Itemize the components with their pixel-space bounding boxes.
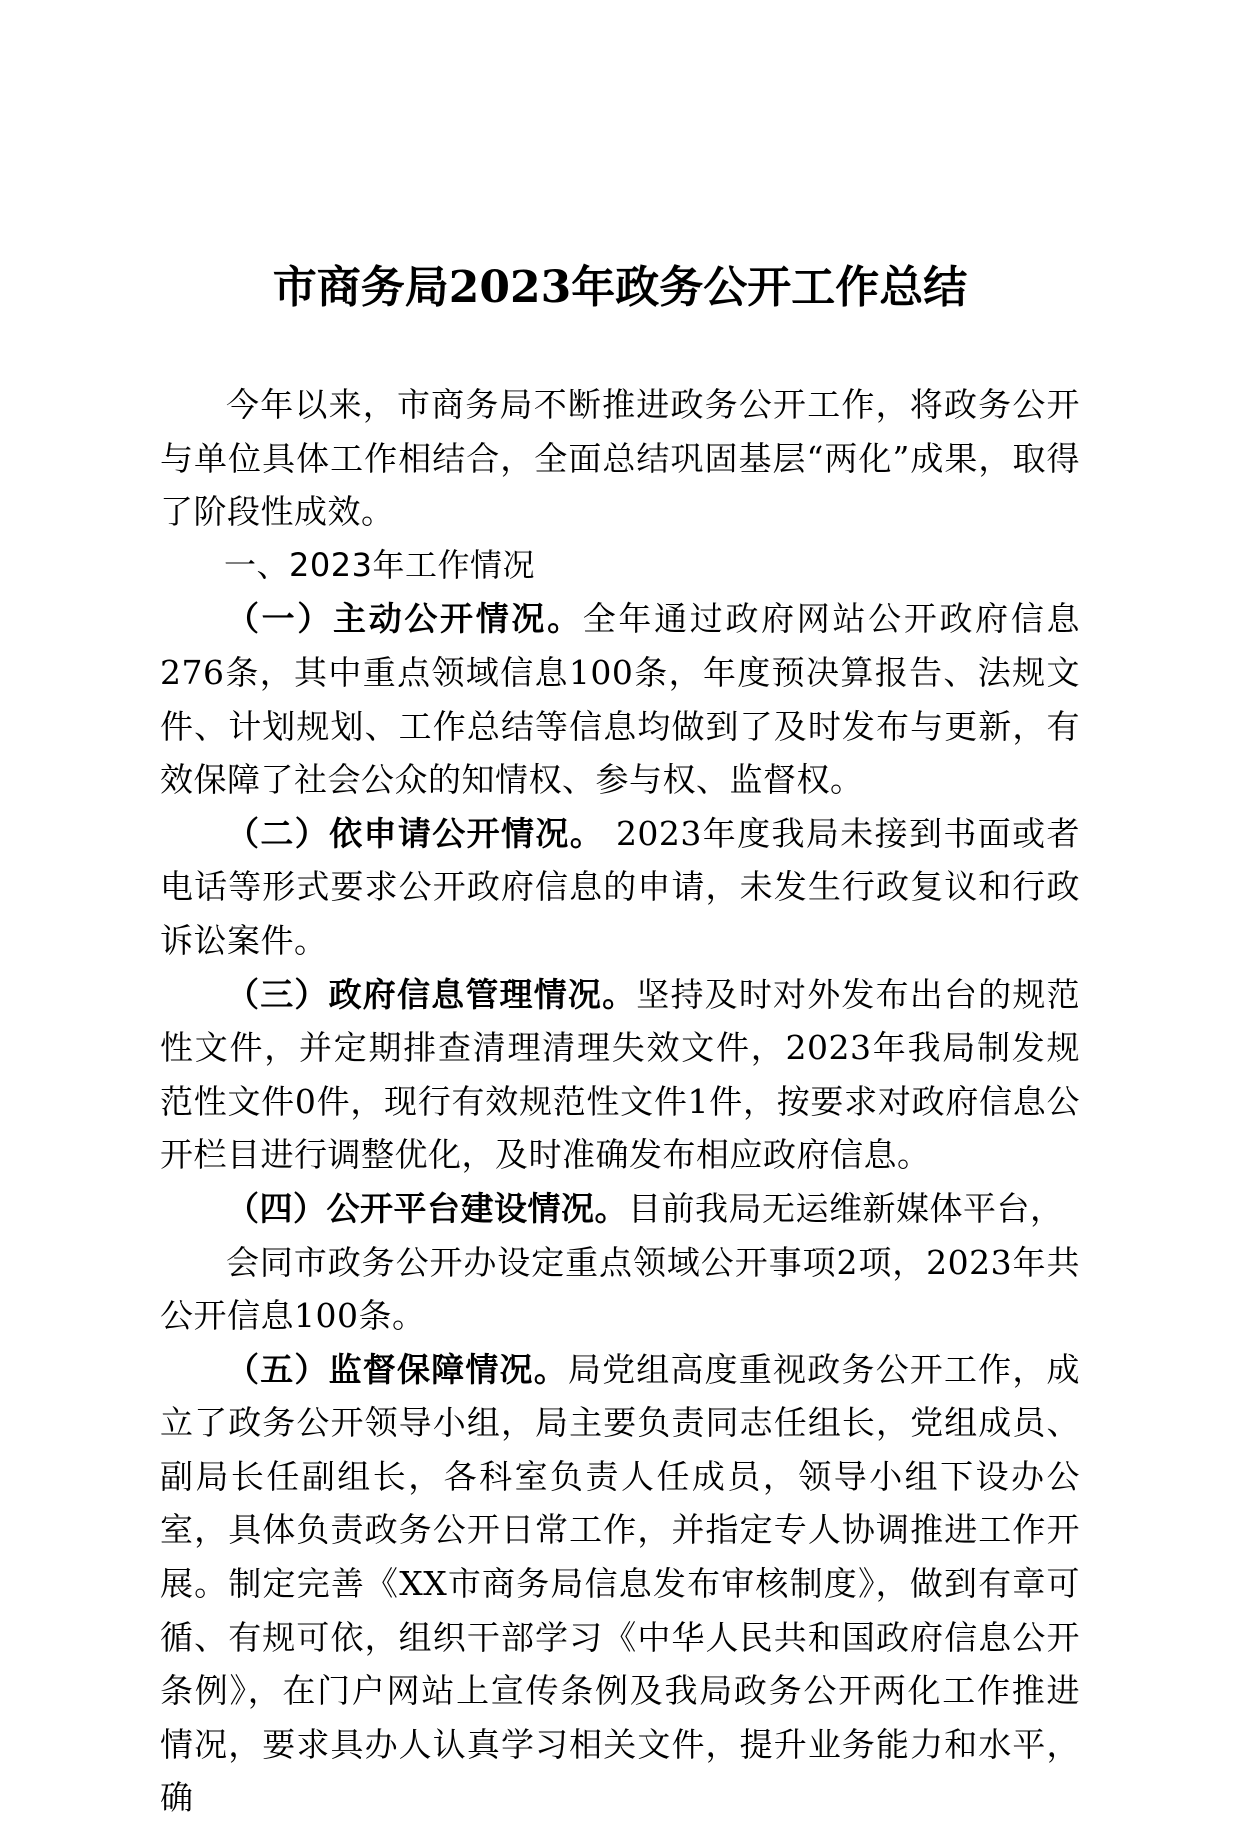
- intro-paragraph: 今年以来，市商务局不断推进政务公开工作，将政务公开与单位具体工作相结合，全面总结巩固基层“两化”成果，取得了阶段性成效。: [160, 385, 1080, 532]
- paragraph-item-2: [160, 807, 1080, 968]
- item-text: 坚持及时对外发布出台的规范性文件，并定期排查清理清理失效文件，2023年我局制发规范性文件0件，现行有效规范性文件1件，按要求对政府信息公开栏目进行调整优化，及时准确发布相应政府信息。: [160, 974, 1080, 1175]
- paragraph-item-4: [160, 1182, 1080, 1236]
- item-lead: （三）政府信息管理情况。: [226, 974, 637, 1014]
- paragraph-item-3: [160, 968, 1080, 1182]
- paragraph-item-5: [160, 1343, 1080, 1825]
- section-heading: 一、2023年工作情况: [224, 545, 535, 584]
- item-lead: （四）公开平台建设情况。: [226, 1188, 628, 1228]
- item-lead: （一）主动公开情况。: [226, 599, 583, 639]
- document-title: 市商务局2023年政务公开工作总结: [272, 262, 968, 313]
- item-lead: （二）依申请公开情况。: [226, 813, 605, 853]
- item-text: 2023年度我局未接到书面或者电话等形式要求公开政府信息的申请，未发生行政复议和行政诉讼案件。: [160, 813, 1080, 960]
- item-text: 全年通过政府网站公开政府信息276条，其中重点领域信息100条，年度预决算报告、法规文件、计划规划、工作总结等信息均做到了及时发布与更新，有效保障了社会公众的知情权、参与权、监督权。: [160, 599, 1081, 800]
- paragraph-item-4-continuation: 会同市政务公开办设定重点领域公开事项2项，2023年共公开信息100条。: [160, 1242, 1080, 1336]
- item-lead: （五）监督保障情况。: [226, 1349, 568, 1389]
- item-text: 目前我局无运维新媒体平台，: [628, 1188, 1064, 1228]
- paragraph-item-1: [160, 592, 1080, 806]
- item-text: 局党组高度重视政务公开工作，成立了政务公开领导小组，局主要负责同志任组长，党组成员、副局长任副组长，各科室负责人任成员，领导小组下设办公室，具体负责政务公开日常工作，并指定专人协调推进工作开展。制定完善《XX市商务局信息发布审核制度》，做到有章可循、有规可依，组织干部学习《中华人民共和国政府信息公开条例》，在门户网站上宣传条例及我局政务公开两化工作推进情况，要求具办人认真学习相关文件，提升业务能力和水平，确: [160, 1349, 1080, 1818]
- document-body: [160, 378, 1080, 1825]
